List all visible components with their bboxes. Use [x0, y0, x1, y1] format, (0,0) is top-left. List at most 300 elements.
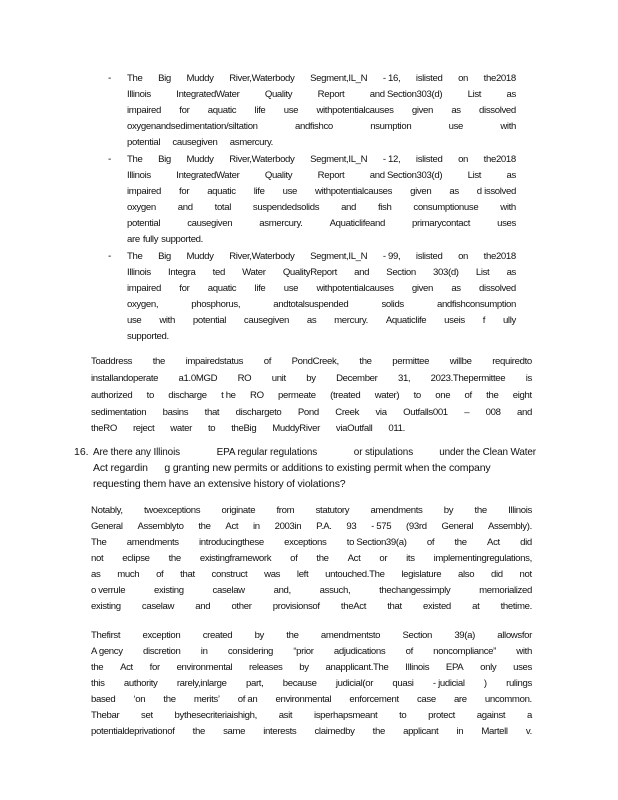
- word: or: [379, 553, 388, 564]
- word: use: [282, 186, 298, 197]
- word: water: [170, 423, 192, 434]
- paragraph-line: [91, 407, 532, 418]
- word: with: [159, 315, 175, 326]
- word: The: [127, 73, 143, 84]
- word: General: [91, 521, 123, 532]
- word: assuch,: [319, 585, 351, 596]
- word: Quality: [264, 170, 293, 181]
- word: the: [359, 356, 372, 367]
- word: primarycontact: [412, 218, 471, 229]
- word: IntegratedWater: [176, 170, 240, 181]
- word: QualityReport: [282, 267, 337, 278]
- word: requiredto: [492, 356, 532, 367]
- word: memorialized: [479, 585, 532, 596]
- word: eight: [512, 390, 532, 401]
- word: withpotentialcauses: [316, 283, 394, 294]
- word: reject: [132, 423, 155, 434]
- word: caselaw: [212, 585, 245, 596]
- word: and: [354, 267, 370, 278]
- word: Section: [402, 630, 433, 641]
- word: RO: [237, 373, 252, 384]
- word: the: [163, 694, 176, 705]
- word: set: [141, 710, 153, 721]
- word: Muddy: [186, 251, 214, 262]
- word: use: [283, 105, 299, 116]
- word: much: [117, 569, 140, 580]
- question-line: requesting them have an extensive history of violations?: [93, 478, 346, 490]
- word: useis: [444, 315, 465, 326]
- word: Thefirst: [91, 630, 121, 641]
- word: to: [399, 710, 407, 721]
- word: provisionsof: [272, 601, 320, 612]
- word: Illinois: [508, 505, 532, 516]
- word: Big: [158, 154, 171, 165]
- word: water): [374, 390, 400, 401]
- word: releases: [249, 662, 283, 673]
- word: the2018: [483, 154, 516, 165]
- word: existing: [154, 585, 184, 596]
- bullet-line: [127, 73, 516, 84]
- word: applicant: [403, 726, 439, 737]
- word: amendments: [126, 537, 179, 548]
- word: potential: [192, 315, 226, 326]
- word: construct: [211, 569, 248, 580]
- word: Act: [225, 521, 239, 532]
- word: - 16,: [382, 73, 401, 84]
- word: Martell: [481, 726, 508, 737]
- word: and: [341, 202, 357, 213]
- word: for: [179, 283, 190, 294]
- word: Quality: [264, 89, 293, 100]
- word: Illinois: [127, 267, 151, 278]
- word: 2023.Thepermittee: [430, 373, 506, 384]
- paragraph-line: [91, 356, 532, 367]
- word: Muddy: [186, 154, 214, 165]
- word: the2018: [483, 251, 516, 262]
- word: claimedby: [314, 726, 355, 737]
- word: that: [204, 407, 220, 418]
- word: and: [516, 407, 532, 418]
- word: potential: [127, 218, 161, 229]
- word: v.: [525, 726, 532, 737]
- word: IntegratedWater: [176, 89, 240, 100]
- word: with: [516, 646, 532, 657]
- answer-line: [91, 553, 532, 564]
- word: the: [454, 537, 467, 548]
- word: the: [372, 726, 385, 737]
- word: permittee: [392, 356, 430, 367]
- word: from: [276, 505, 295, 516]
- bullet-line: [127, 251, 516, 262]
- word: via: [375, 407, 387, 418]
- word: on: [458, 154, 469, 165]
- word: bythesecriteriaishigh,: [174, 710, 257, 721]
- word: not: [91, 553, 104, 564]
- word: –: [464, 407, 470, 418]
- word: basins: [162, 407, 189, 418]
- word: Toaddress: [91, 356, 133, 367]
- word: viaOutfall: [335, 423, 373, 434]
- word: created: [202, 630, 233, 641]
- word: the: [286, 630, 299, 641]
- word: 31,: [397, 373, 411, 384]
- word: The: [127, 154, 143, 165]
- word: environmental: [176, 662, 233, 673]
- word: List: [475, 267, 490, 278]
- word: andtotalsuspended: [273, 299, 349, 310]
- word: (93rd: [406, 521, 427, 532]
- word: withpotentialcauses: [315, 186, 393, 197]
- word: Act: [120, 662, 133, 673]
- word: life: [254, 105, 266, 116]
- word: 39(a): [454, 630, 475, 641]
- word: fish: [377, 202, 392, 213]
- word: PondCreek,: [291, 356, 339, 367]
- word: given: [411, 283, 434, 294]
- word: rulings: [506, 678, 532, 689]
- word: of: [464, 390, 472, 401]
- word: uncommon.: [484, 694, 532, 705]
- word: exception: [142, 630, 181, 641]
- word: was: [264, 569, 281, 580]
- word: to: [413, 390, 421, 401]
- word: causegiven: [243, 315, 289, 326]
- word: by: [299, 662, 309, 673]
- word: isperhapsmeant: [313, 710, 378, 721]
- word: (treated: [330, 390, 361, 401]
- word: is: [525, 373, 532, 384]
- answer-line: [91, 505, 532, 516]
- word: for: [149, 662, 160, 673]
- word: noncompliance”: [433, 646, 496, 657]
- word: December: [336, 373, 378, 384]
- word: ): [483, 678, 487, 689]
- word: by: [254, 630, 264, 641]
- word: 008: [485, 407, 501, 418]
- word: rarely,inlarge: [176, 678, 227, 689]
- word: enforcement: [349, 694, 399, 705]
- word: Aquaticlife: [385, 315, 427, 326]
- word: left: [296, 569, 309, 580]
- word: theRO: [91, 423, 117, 434]
- word: Thebar: [91, 710, 120, 721]
- word: withpotentialcauses: [316, 105, 394, 116]
- word: Report: [317, 170, 345, 181]
- word: as: [91, 569, 101, 580]
- word: quasi: [392, 678, 414, 689]
- word: dissolved: [479, 105, 516, 116]
- word: the: [168, 553, 181, 564]
- word: supported.: [127, 331, 169, 342]
- word: Section: [386, 267, 416, 278]
- word: solids: [381, 299, 404, 310]
- word: given: [410, 186, 432, 197]
- word: to: [146, 390, 154, 401]
- word: dischargeto: [235, 407, 282, 418]
- word: introducingthese: [199, 537, 264, 548]
- bullet-line: [127, 186, 516, 197]
- word: as: [506, 170, 516, 181]
- word: legislature: [401, 569, 442, 580]
- word: not: [519, 569, 532, 580]
- word: and: [177, 202, 193, 213]
- word: Water: [242, 267, 266, 278]
- word: authorized: [91, 390, 133, 401]
- word: potentialdeprivationof: [91, 726, 175, 737]
- bullet-line: [127, 331, 171, 342]
- answer-line: [91, 726, 532, 737]
- word: oxygenandsedimentation/siltation: [127, 121, 258, 132]
- word: that: [387, 601, 402, 612]
- word: aquatic: [207, 105, 237, 116]
- word: impaired: [127, 186, 161, 197]
- word: o verrule: [91, 585, 126, 596]
- bullet-line: [127, 121, 516, 132]
- word: Notably,: [91, 505, 123, 516]
- word: untouched.The: [325, 569, 385, 580]
- word: Big: [158, 251, 171, 262]
- word: the: [192, 726, 205, 737]
- word: uses: [513, 662, 532, 673]
- question-line: Are there any Illinois EPA regular regulations or stipulations under the Clean Water: [93, 446, 536, 458]
- word: ‘on: [133, 694, 146, 705]
- word: Muddy: [186, 73, 214, 84]
- word: are: [127, 234, 140, 245]
- word: General: [441, 521, 474, 532]
- word: the: [316, 553, 329, 564]
- word: by: [443, 505, 454, 516]
- word: - judicial: [432, 678, 465, 689]
- word: life: [253, 186, 265, 197]
- bullet-marker: -: [108, 251, 112, 262]
- word: life: [254, 283, 266, 294]
- word: River,Waterbody: [229, 154, 295, 165]
- word: nsumption: [370, 121, 412, 132]
- word: causegiven: [187, 218, 233, 229]
- bullet-line: [127, 267, 516, 278]
- word: MuddyRiver: [272, 423, 320, 434]
- word: Report: [317, 89, 345, 100]
- word: oxygen: [127, 202, 156, 213]
- word: and Section303(d): [369, 89, 443, 100]
- word: originate: [221, 505, 256, 516]
- word: aquatic: [207, 186, 236, 197]
- word: of: [290, 553, 298, 564]
- word: Segment,IL_N: [310, 154, 368, 165]
- word: - 99,: [382, 251, 401, 262]
- word: the: [198, 521, 211, 532]
- bullet-line: [127, 154, 516, 165]
- word: asmercury.: [259, 218, 303, 229]
- word: the2018: [483, 73, 516, 84]
- word: case: [416, 694, 436, 705]
- word: for: [179, 186, 190, 197]
- word: of: [263, 356, 272, 367]
- answer-line: [91, 694, 532, 705]
- word: 93: [346, 521, 357, 532]
- word: as: [306, 315, 317, 326]
- word: theAct: [340, 601, 367, 612]
- word: use: [448, 121, 464, 132]
- word: Pond: [297, 407, 319, 418]
- word: in: [253, 521, 260, 532]
- word: Illinois: [405, 662, 430, 673]
- word: the: [486, 390, 499, 401]
- word: because: [282, 678, 317, 689]
- word: use: [283, 283, 299, 294]
- word: existingframework: [199, 553, 272, 564]
- word: in: [200, 646, 208, 657]
- word: dissolved: [479, 283, 516, 294]
- word: and: [195, 601, 211, 612]
- word: List: [467, 170, 482, 181]
- word: EPA: [445, 662, 464, 673]
- word: anapplicant.The: [325, 662, 389, 673]
- bullet-line: [127, 315, 516, 326]
- word: caselaw: [141, 601, 175, 612]
- bullet-line: [127, 202, 516, 213]
- word: by: [306, 373, 316, 384]
- word: of: [405, 646, 413, 657]
- word: RO: [250, 390, 264, 401]
- word: as: [449, 186, 459, 197]
- word: considering: [227, 646, 274, 657]
- word: t he: [221, 390, 236, 401]
- word: given: [411, 105, 434, 116]
- word: Segment,IL_N: [310, 73, 368, 84]
- answer-line: [91, 537, 532, 548]
- bullet-line: [127, 218, 516, 229]
- word: River,Waterbody: [229, 73, 295, 84]
- bullet-line: [127, 234, 203, 245]
- word: did: [491, 569, 503, 580]
- word: sedimentation: [91, 407, 147, 418]
- word: of an: [237, 694, 258, 705]
- bullet-line: [127, 105, 516, 116]
- word: as: [451, 105, 461, 116]
- word: on: [458, 251, 469, 262]
- word: the: [474, 505, 487, 516]
- word: thechangessimply: [379, 585, 451, 596]
- word: permeate: [278, 390, 316, 401]
- word: allowsfor: [497, 630, 532, 641]
- word: oxygen,: [127, 299, 159, 310]
- word: its: [406, 553, 415, 564]
- word: existing: [91, 601, 121, 612]
- word: asmercury.: [229, 137, 273, 148]
- word: as: [451, 283, 461, 294]
- word: thetime.: [500, 601, 532, 612]
- word: Assemblyto: [137, 521, 184, 532]
- word: amendmentsto: [320, 630, 381, 641]
- word: at: [472, 601, 480, 612]
- bullet-line: [127, 299, 516, 310]
- word: based: [91, 694, 116, 705]
- word: uses: [497, 218, 516, 229]
- word: phosphorus,: [191, 299, 241, 310]
- word: andfishco: [294, 121, 333, 132]
- word: exceptions: [284, 537, 327, 548]
- answer-line: [91, 630, 532, 641]
- word: a: [526, 710, 532, 721]
- word: - 575: [371, 521, 392, 532]
- word: Segment,IL_N: [310, 251, 368, 262]
- word: statutory: [315, 505, 350, 516]
- word: ted: [212, 267, 225, 278]
- word: and Section303(d): [369, 170, 443, 181]
- word: implementingregulations,: [433, 553, 532, 564]
- word: use: [127, 315, 142, 326]
- word: on: [458, 73, 469, 84]
- word: a1.0MGD: [178, 373, 218, 384]
- word: causegiven: [172, 137, 218, 148]
- paragraph-line: [91, 390, 532, 401]
- word: supported.: [161, 234, 203, 245]
- paragraph-line: [91, 373, 532, 384]
- word: Outfalls001: [403, 407, 448, 418]
- word: as: [506, 267, 516, 278]
- answer-line: [91, 601, 532, 612]
- word: consumptionuse: [413, 202, 479, 213]
- answer-line: [91, 585, 532, 596]
- word: amendments: [370, 505, 423, 516]
- word: with: [500, 121, 516, 132]
- word: existed: [422, 601, 451, 612]
- word: Assembly).: [487, 521, 532, 532]
- word: 2003in: [274, 521, 302, 532]
- word: against: [476, 710, 506, 721]
- word: discretion: [142, 646, 181, 657]
- word: P.A.: [316, 521, 332, 532]
- question-line: Act regardin g granting new permits or additions to existing permit when the company: [93, 462, 491, 474]
- word: 011.: [388, 423, 405, 434]
- bullet-marker: -: [108, 154, 112, 165]
- bullet-marker: -: [108, 73, 112, 84]
- answer-line: [91, 710, 532, 721]
- word: Integra: [168, 267, 196, 278]
- word: d issolved: [476, 186, 516, 197]
- word: other: [231, 601, 252, 612]
- word: installandoperate: [91, 373, 159, 384]
- word: potential: [127, 137, 161, 148]
- word: with: [500, 202, 516, 213]
- word: to Section39(a): [346, 537, 407, 548]
- word: ully: [502, 315, 516, 326]
- word: aquatic: [207, 283, 237, 294]
- word: asit: [278, 710, 293, 721]
- word: authority: [123, 678, 158, 689]
- word: impairedstatus: [185, 356, 244, 367]
- word: protect: [428, 710, 455, 721]
- word: discharge: [168, 390, 207, 401]
- word: theBig: [231, 423, 257, 434]
- word: adjudications: [333, 646, 386, 657]
- word: did: [520, 537, 532, 548]
- word: suspendedsolids: [252, 202, 320, 213]
- word: judicial(or: [335, 678, 374, 689]
- bullet-line: [127, 137, 273, 148]
- word: Act: [347, 553, 361, 564]
- word: Creek: [335, 407, 360, 418]
- answer-line: [91, 569, 532, 580]
- word: also: [458, 569, 475, 580]
- word: only: [480, 662, 497, 673]
- question-number: 16.: [74, 446, 89, 458]
- word: “prior: [293, 646, 314, 657]
- word: List: [467, 89, 482, 100]
- word: that: [180, 569, 195, 580]
- word: for: [179, 105, 190, 116]
